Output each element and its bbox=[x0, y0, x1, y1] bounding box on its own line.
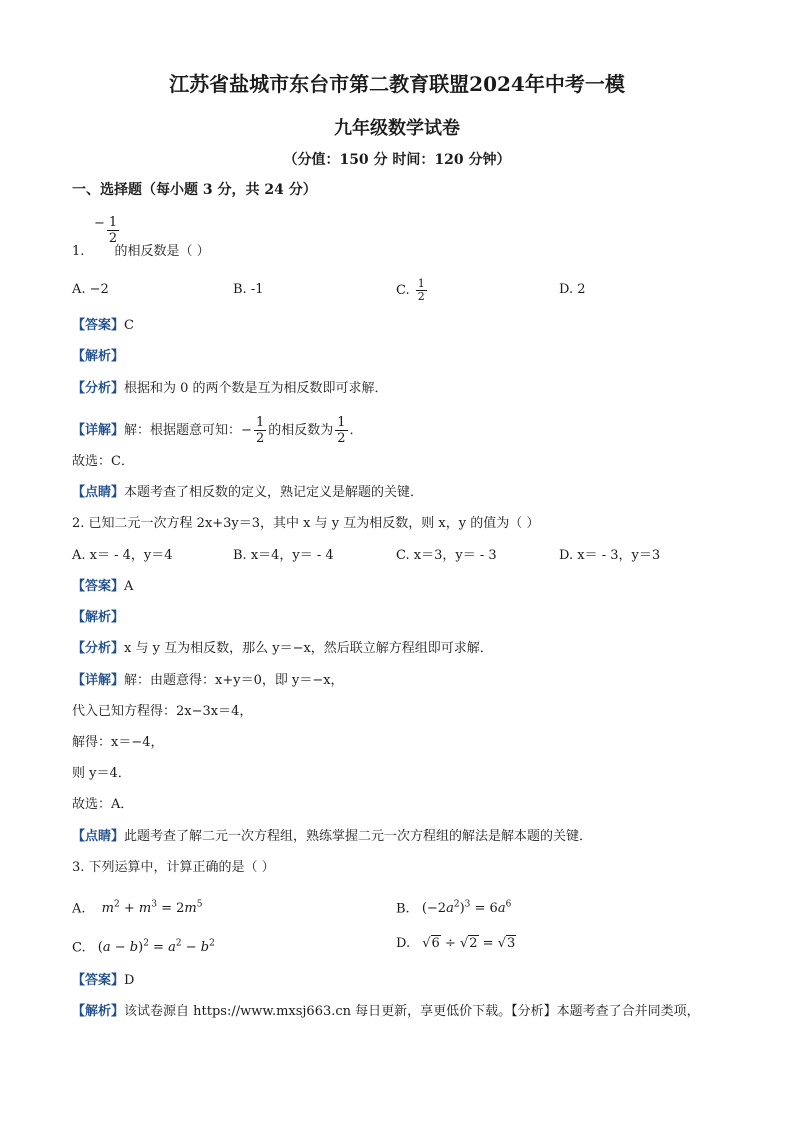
detail-tag: 【详解】 bbox=[72, 673, 125, 688]
q1-frac-num: 1 bbox=[108, 215, 118, 230]
q1-detail bbox=[72, 415, 363, 446]
q2-stem: 2. 已知二元一次方程 2x+3y＝3，其中 x 与 y 互为相反数，则 x，y 的值为（ ） bbox=[72, 516, 540, 531]
q1-frac-den: 2 bbox=[108, 231, 118, 246]
q2-comment bbox=[72, 828, 592, 846]
q2-option-a: A. x＝ - 4，y＝4 bbox=[72, 548, 173, 563]
fenxi-tag: 【分析】 bbox=[72, 641, 125, 656]
q3-option-d bbox=[396, 935, 516, 953]
comment-tag: 【点睛】 bbox=[72, 829, 125, 844]
q1-number: 1. bbox=[72, 244, 85, 259]
q2-answer-value: A bbox=[124, 579, 134, 594]
q1-option-c-den: 2 bbox=[417, 290, 425, 303]
section-heading: 一、选择题（每小题 3 分，共 24 分） bbox=[72, 182, 317, 198]
q2-option-c: C. x＝3，y＝ - 3 bbox=[396, 548, 497, 563]
q3-option-d-formula: √6 ÷ √2 = √3 bbox=[422, 936, 516, 951]
q3-option-b bbox=[396, 896, 511, 918]
q1-detail-num: 1 bbox=[255, 415, 265, 430]
q2-detail-text: 解：由题意得：x+y＝0，即 y＝−x， bbox=[124, 673, 344, 688]
q1-detail-den2: 2 bbox=[337, 431, 346, 446]
q1-fenxi bbox=[72, 380, 388, 398]
q1-detail-den: 2 bbox=[255, 431, 265, 446]
q1-detail-fraction bbox=[254, 415, 266, 446]
q3-analysis-text: 该试卷源自 https://www.mxsj663.cn 每日更新，享更低价下载。【分析】本题考查了合并同类项， bbox=[124, 1004, 700, 1019]
answer-tag: 【答案】 bbox=[72, 973, 125, 988]
q2-step2: 解得：x＝−4， bbox=[72, 735, 164, 750]
q2-step3: 则 y＝4． bbox=[72, 766, 131, 781]
q1-choose: 故选：C． bbox=[72, 454, 134, 469]
q1-fraction bbox=[107, 215, 119, 246]
q1-analysis bbox=[72, 348, 124, 366]
exam-title: 江苏省盐城市东台市第二教育联盟2024年中考一模 bbox=[169, 72, 625, 96]
comment-tag: 【点睛】 bbox=[72, 485, 125, 500]
q1-detail-pre: 解：根据题意可知： bbox=[124, 423, 242, 438]
q2-step1: 代入已知方程得：2x−3x＝4， bbox=[72, 704, 253, 719]
q1-option-c-num: 1 bbox=[417, 277, 425, 290]
q1-option-d: D. 2 bbox=[559, 282, 586, 297]
q1-comment bbox=[72, 484, 423, 502]
q1-detail-fraction2 bbox=[335, 415, 347, 446]
q1-option-c bbox=[396, 278, 429, 303]
q3-option-b-formula: $(-2a^2)^3 = 6a^6$ bbox=[421, 900, 512, 917]
q2-option-d: D. x＝ - 3，y＝3 bbox=[559, 548, 661, 563]
q3-answer-value: D bbox=[124, 973, 135, 988]
q1-detail-sign: − bbox=[241, 423, 252, 438]
q2-option-b: B. x＝4，y＝ - 4 bbox=[233, 548, 334, 563]
q2-choose: 故选：A． bbox=[72, 797, 134, 812]
q3-stem: 3. 下列运算中，计算正确的是（ ） bbox=[72, 860, 275, 875]
q3-option-a bbox=[72, 896, 202, 918]
q2-answer bbox=[72, 578, 133, 596]
q3-analysis bbox=[72, 1003, 700, 1021]
q2-analysis bbox=[72, 609, 124, 627]
analysis-tag: 【解析】 bbox=[72, 610, 125, 625]
detail-tag: 【详解】 bbox=[72, 423, 125, 438]
q1-option-c-fraction bbox=[416, 278, 427, 303]
q1-fenxi-text: 根据和为 0 的两个数是互为相反数即可求解． bbox=[124, 381, 388, 396]
exam-meta: （分值：150 分 时间：120 分钟） bbox=[283, 152, 511, 168]
q3-answer bbox=[72, 972, 134, 990]
q1-comment-text: 本题考查了相反数的定义，熟记定义是解题的关键． bbox=[124, 485, 424, 500]
q1-detail-end: ． bbox=[349, 423, 363, 438]
q1-minus-sign: − bbox=[94, 216, 105, 231]
q2-detail bbox=[72, 672, 344, 690]
fenxi-tag: 【分析】 bbox=[72, 381, 125, 396]
q1-stem-text: 的相反数是（ ） bbox=[114, 244, 210, 259]
q1-fraction-line bbox=[72, 215, 121, 246]
q3-option-d-label: D. bbox=[396, 936, 411, 951]
q1-answer-value: C bbox=[124, 318, 134, 333]
exam-subtitle: 九年级数学试卷 bbox=[334, 118, 460, 139]
answer-tag: 【答案】 bbox=[72, 579, 125, 594]
q2-comment-text: 此题考查了解二元一次方程组，熟练掌握二元一次方程组的解法是解本题的关键． bbox=[124, 829, 593, 844]
q3-option-c-formula: $(a - b)^2 = a^2 - b^2$ bbox=[97, 939, 215, 956]
q3-option-c bbox=[72, 935, 215, 957]
answer-tag: 【答案】 bbox=[72, 318, 125, 333]
analysis-tag: 【解析】 bbox=[72, 1004, 125, 1019]
q2-fenxi-text: x 与 y 互为相反数，那么 y＝−x，然后联立解方程组即可求解． bbox=[124, 641, 493, 656]
analysis-tag: 【解析】 bbox=[72, 349, 125, 364]
q2-fenxi bbox=[72, 640, 493, 658]
q3-option-a-label: A. bbox=[72, 901, 86, 917]
q1-stem bbox=[72, 243, 210, 261]
q1-option-c-label: C. bbox=[396, 283, 410, 298]
q3-option-a-formula: $m^2 + m^3 = 2m^5$ bbox=[101, 900, 203, 917]
q1-detail-num2: 1 bbox=[337, 415, 346, 430]
q1-option-a: A. −2 bbox=[72, 282, 109, 297]
q3-option-b-label: B. bbox=[396, 901, 410, 917]
q1-option-b: B. -1 bbox=[233, 282, 264, 297]
q1-detail-mid: 的相反数为 bbox=[268, 423, 334, 438]
q1-answer bbox=[72, 317, 134, 335]
q3-option-c-label: C. bbox=[72, 940, 86, 956]
